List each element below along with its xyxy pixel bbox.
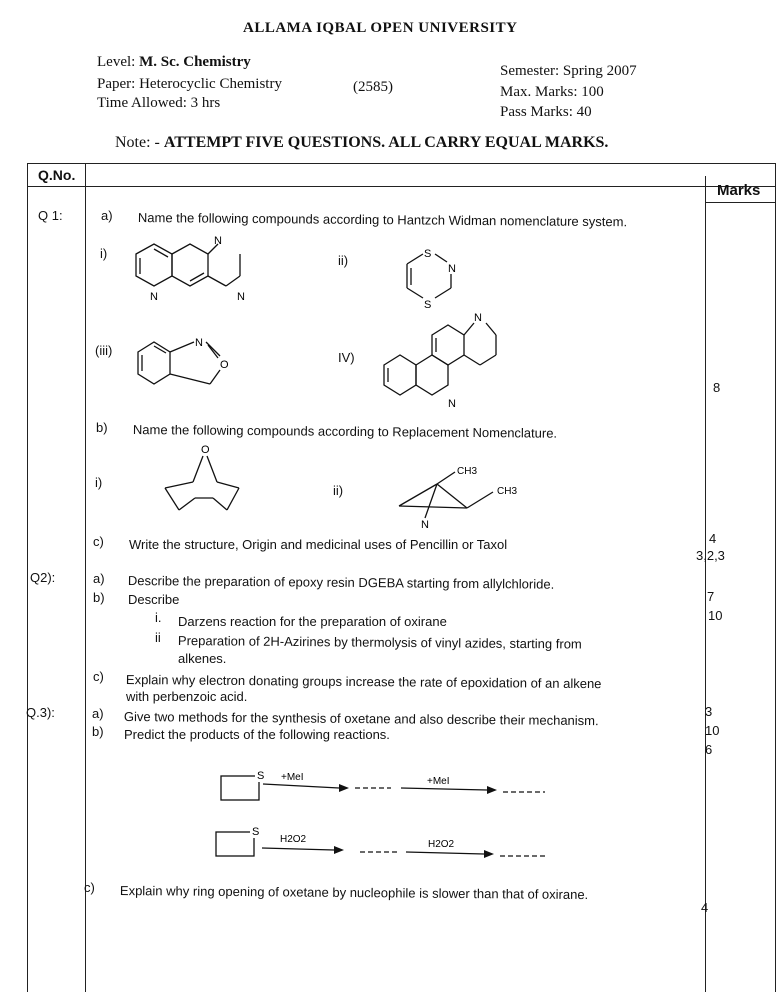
q1a-ii-label: ii) <box>338 253 349 268</box>
atom-n: N <box>448 263 456 275</box>
marks-column-border <box>705 176 706 992</box>
q2a-label: a) <box>93 571 105 586</box>
structure-pyridopyrimidine <box>130 232 255 312</box>
q3c-text: Explain why ring opening of oxetane by nucleophile is slower than that of oxirane. <box>119 883 589 903</box>
q1a-iv-label: IV) <box>338 350 355 365</box>
paper-line <box>97 76 282 93</box>
time-line <box>97 95 220 112</box>
q3a-text: Give two methods for the synthesis of oxetane and also describe their mechanism. <box>123 709 599 729</box>
qno-header: Q.No. <box>38 167 76 183</box>
q3-number: Q.3): <box>26 705 55 720</box>
q3a-label: a) <box>92 706 104 721</box>
q3b-text: Predict the products of the following reactions. <box>124 727 390 742</box>
q2b-text: Describe <box>128 592 180 607</box>
q1c-label: c) <box>93 534 104 549</box>
paper-value: Heterocyclic Chemistry <box>139 76 282 92</box>
university-title: ALLAMA IQBAL OPEN UNIVERSITY <box>243 20 518 36</box>
atom-n: N <box>150 291 158 303</box>
q1-number: Q 1: <box>38 208 63 223</box>
paper-code: (2585) <box>353 79 393 95</box>
q1b-ii-label: ii) <box>333 483 344 498</box>
q3b-marks: 6 <box>705 742 713 757</box>
atom-s: S <box>257 770 265 782</box>
qno-column-border <box>85 163 86 992</box>
table-header-border <box>27 186 775 187</box>
q2a-marks: 7 <box>707 589 715 604</box>
atom-s: S <box>252 826 260 838</box>
pass-marks: Pass Marks: 40 <box>500 104 592 120</box>
reaction-thietane-h2o2 <box>210 822 555 864</box>
atom-n: N <box>237 291 245 303</box>
note <box>115 134 608 152</box>
q1ab-marks: 8 <box>713 380 721 395</box>
atom-n: N <box>421 519 429 531</box>
q2b-i-text: Darzens reaction for the preparation of oxirane <box>178 614 447 629</box>
q2b-marks: 10 <box>708 608 723 623</box>
table-right-border <box>775 163 776 992</box>
q3a-marks: 10 <box>705 723 720 738</box>
q3c-label: c) <box>84 880 95 895</box>
note-label: Note: - <box>115 134 160 151</box>
q1a-text: Name the following compounds according to Hantzch Widman nomenclature system. <box>137 210 628 230</box>
atom-s: S <box>424 248 432 260</box>
structure-azabicyclobutane <box>385 462 535 532</box>
max-marks: Max. Marks: 100 <box>500 84 604 100</box>
q1c-marks-total: 4 <box>709 531 717 546</box>
q2c-label: c) <box>93 669 104 684</box>
atom-o: O <box>220 359 229 371</box>
table-top-border <box>27 163 775 164</box>
atom-s: S <box>424 299 432 311</box>
note-text: ATTEMPT FIVE QUESTIONS. ALL CARRY EQUAL MARKS. <box>163 134 609 151</box>
atom-o: O <box>201 444 210 456</box>
q3c-marks: 4 <box>701 900 709 915</box>
reagent-4: H2O2 <box>428 839 455 850</box>
q3b-label: b) <box>92 724 104 739</box>
q1b-label: b) <box>96 420 108 435</box>
atom-n: N <box>474 312 482 324</box>
structure-benzoxazepine <box>130 330 245 400</box>
methyl-label: CH3 <box>497 486 518 497</box>
q2b-ii-label: ii <box>155 630 161 645</box>
marks-header-border <box>705 202 775 203</box>
q1a-label: a) <box>101 208 113 223</box>
q1b-i-label: i) <box>95 475 103 490</box>
paper-label: Paper: <box>97 76 136 92</box>
q2c-text-2: with perbenzoic acid. <box>126 689 248 704</box>
q2-number: Q2): <box>30 570 56 585</box>
level-line <box>97 54 251 71</box>
q2b-label: b) <box>93 590 105 605</box>
reagent-3: H2O2 <box>280 834 307 845</box>
q2a-text: Describe the preparation of epoxy resin DGEBA starting from allylchloride. <box>127 573 555 592</box>
atom-n: N <box>448 398 456 410</box>
level-label: Level: <box>97 54 136 70</box>
q2c-text-1: Explain why electron donating groups increase the rate of epoxidation of an alkene <box>125 672 602 692</box>
q2b-ii-text-2: alkenes. <box>178 651 227 666</box>
reagent-2: +MeI <box>427 776 450 787</box>
level-value: M. Sc. Chemistry <box>139 54 251 70</box>
q1b-text: Name the following compounds according to Replacement Nomenclature. <box>132 422 558 441</box>
q1a-iii-label: (iii) <box>95 343 113 358</box>
q2b-ii-text-1: Preparation of 2H-Azirines by thermolysis of vinyl azides, starting from <box>177 633 582 652</box>
reaction-thietane-mei <box>215 768 555 808</box>
marks-header: Marks <box>717 182 761 199</box>
table-left-border <box>27 163 28 992</box>
time-value: 3 hrs <box>190 95 221 111</box>
q1c-marks-split: 3,2,3 <box>696 548 725 563</box>
atom-n: N <box>214 235 222 247</box>
time-label: Time Allowed: <box>97 95 187 111</box>
reagent-1: +MeI <box>281 772 304 783</box>
structure-oxabicycloheptane <box>155 440 250 515</box>
q1a-i-label: i) <box>100 246 108 261</box>
methyl-label: CH3 <box>457 466 478 477</box>
atom-n: N <box>195 337 203 349</box>
structure-benzonaphthyridine <box>378 305 518 410</box>
semester: Semester: Spring 2007 <box>500 63 637 79</box>
q2b-i-label: i. <box>155 610 162 625</box>
q2c-marks: 3 <box>705 704 713 719</box>
q1c-text: Write the structure, Origin and medicinal uses of Pencillin or Taxol <box>129 537 508 552</box>
